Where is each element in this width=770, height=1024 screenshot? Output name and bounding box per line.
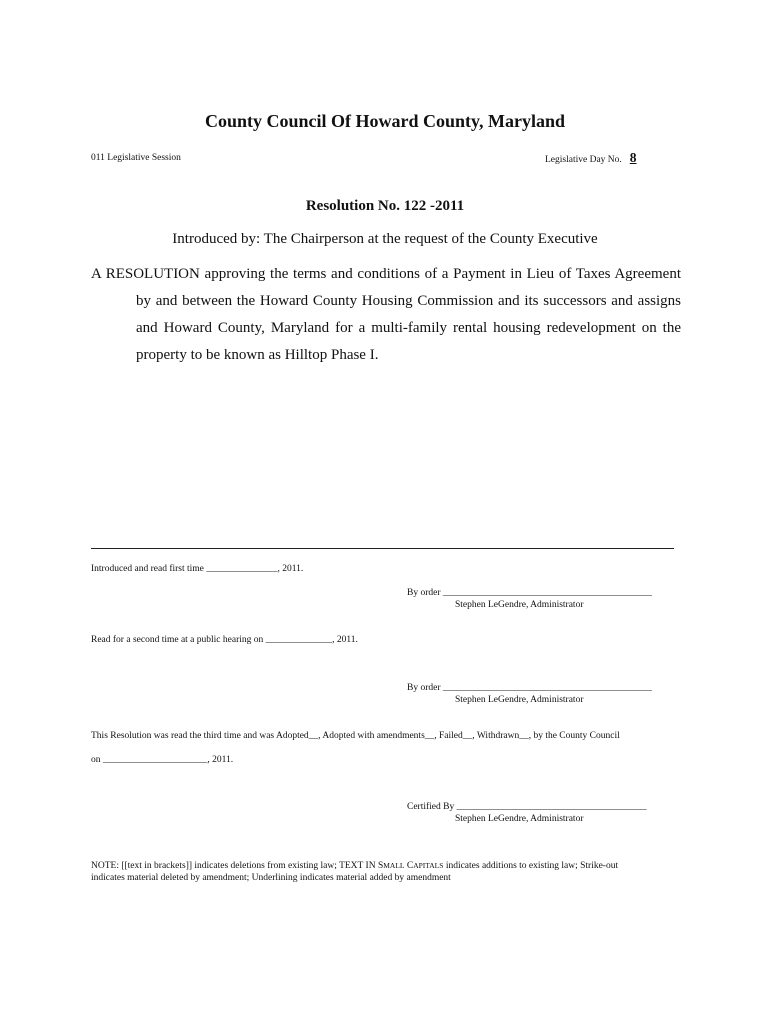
resolution-text-line: and Howard County, Maryland for a multi-family rental housing redevelopment on the	[136, 320, 681, 336]
note-text: C	[404, 861, 414, 871]
administrator-name: Stephen LeGendre, Administrator	[455, 814, 584, 824]
divider	[91, 548, 674, 549]
second-reading: Read for a second time at a public hearing on ______________, 2011.	[91, 635, 358, 645]
first-reading: Introduced and read first time _______________, 2011.	[91, 564, 304, 574]
note-small-caps: APITALS	[413, 861, 444, 870]
note-line: indicates material deleted by amendment; Underlining indicates material added by amendment	[91, 873, 451, 883]
note-small-caps: MALL	[383, 861, 405, 870]
resolution-number: Resolution No. 122 -2011	[305, 198, 465, 214]
legislative-day	[545, 150, 643, 166]
administrator-name: Stephen LeGendre, Administrator	[455, 695, 584, 705]
resolution-text-line: property to be known as Hilltop Phase I.	[136, 347, 379, 363]
legislative-day-number: 8	[629, 150, 637, 165]
introduced-by: Introduced by: The Chairperson at the request of the County Executive	[172, 231, 598, 247]
legislative-session: 011 Legislative Session	[91, 153, 181, 163]
by-order-signature-line: By order ____________________________________________	[407, 683, 652, 693]
resolution-text-line: by and between the Howard County Housing Commission and its successors and assigns	[136, 293, 681, 309]
note-line	[91, 861, 618, 871]
by-order-signature-line: By order ____________________________________________	[407, 588, 652, 598]
administrator-name: Stephen LeGendre, Administrator	[455, 600, 584, 610]
note-text: NOTE: [[text in brackets]] indicates deletions from existing law; TEXT IN S	[91, 861, 384, 871]
document-title: County Council Of Howard County, Maryland	[204, 111, 566, 131]
certified-by-signature-line: Certified By ________________________________________	[407, 802, 647, 812]
note-text: indicates additions to existing law; Strike-out	[443, 861, 619, 871]
third-reading: This Resolution was read the third time and was Adopted__, Adopted with amendments__, Failed__, Withdrawn__, by the County Council	[91, 731, 620, 741]
council-date: on ______________________, 2011.	[91, 755, 234, 765]
legislative-day-label: Legislative Day No.	[545, 155, 622, 165]
resolution-text-line: A RESOLUTION approving the terms and conditions of a Payment in Lieu of Taxes Agreement	[91, 266, 681, 282]
